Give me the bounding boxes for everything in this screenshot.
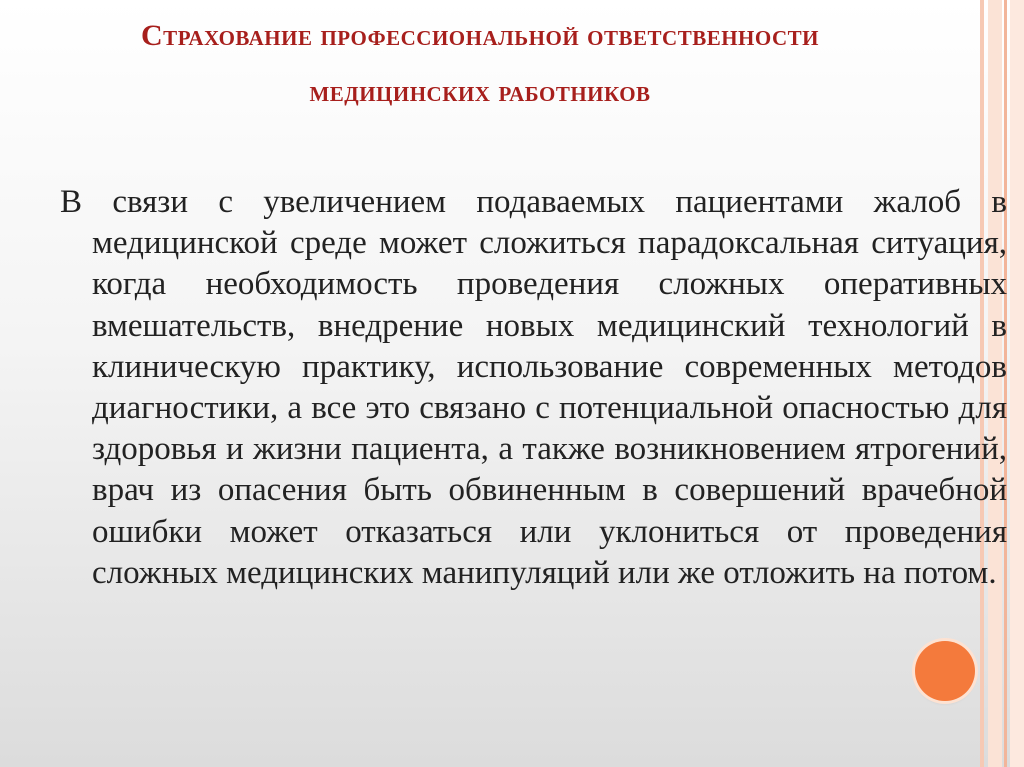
slide-title: Страхование профессиональной ответственности медицинских работников: [141, 19, 819, 108]
decorative-circle: [915, 641, 975, 701]
stripe: [1010, 0, 1024, 767]
slide-body-text: В связи с увеличением подаваемых пациентами жалоб в медицинской среде может сложиться парадоксальная ситуация, когда необходимость проведения сложных оперативных вмешательств, внедрение новых медицинский технологий в клиническую практику, использование современных методов диагностики, а все это связано с потенциальной опасностью для здоровья и жизни пациента, а также возникновением ятрогений, врач из опасения быть обвиненным в совершений врачебной ошибки может отказаться или уклониться от проведения сложных медицинских манипуляций или же отложить на потом.: [60, 184, 1007, 591]
